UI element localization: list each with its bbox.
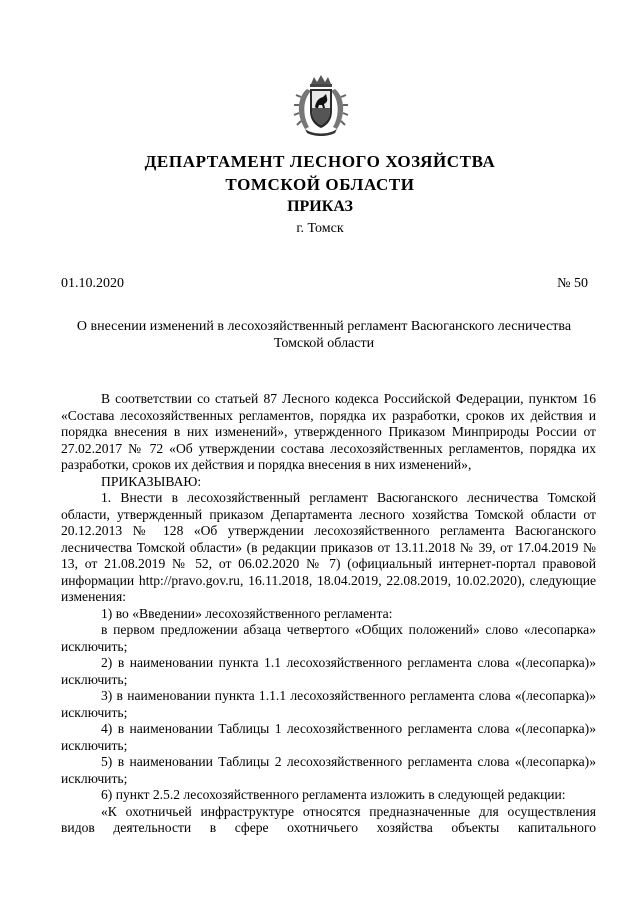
document-number: № 50 (557, 276, 588, 291)
coat-of-arms-icon (293, 75, 349, 137)
subitem-2-paragraph: 2) в наименовании пункта 1.1 лесохозяйственного регламента слова «(лесопарка)» исключить; (61, 655, 596, 687)
order-keyword: ПРИКАЗЫВАЮ: (101, 473, 202, 489)
department-name-line2: ТОМСКОЙ ОБЛАСТИ (225, 175, 415, 194)
city: г. Томск (296, 221, 344, 236)
subitem-1-paragraph: 1) во «Введении» лесохозяйственного регламента: (101, 605, 393, 621)
item-1-paragraph: 1. Внести в лесохозяйственный регламент Васюганского лесничества Томской области, утвержденный приказом Департамента лесного хозяйства Томской области от 20.12.2013 № 128 «Об утверждении лесохозяйственного регламента Васюганского лесничества Томской области» (в редакции приказов от 13.11.2018 № 39, от 17.04.2019 № 13, от 21.08.2019 № 52, от 06.02.2020 № 7) (официальный интернет-портал правовой информации http://pravo.gov.ru, 16.11.2018, 18.04.2019, 22.08.2019, 10.02.2020), следующие изменения: (61, 490, 596, 604)
subitem-1-detail-paragraph: в первом предложении абзаца четвертого «Общих положений» слово «лесопарка» исключить; (61, 622, 596, 654)
department-name-line1: ДЕПАРТАМЕНТ ЛЕСНОГО ХОЗЯЙСТВА (144, 152, 496, 171)
document-subject: О внесении изменений в лесохозяйственный регламент Васюганского лесничества Томской области (76, 319, 572, 351)
quoted-text-paragraph: «К охотничьей инфраструктуре относятся предназначенные для осуществления видов деятельности в сфере охотничьего хозяйства объекты капитального (61, 803, 596, 835)
document-date: 01.10.2020 (61, 276, 124, 291)
subitem-5-paragraph: 5) в наименовании Таблицы 2 лесохозяйственного регламента слова «(лесопарка)» исключить; (61, 754, 596, 786)
subitem-4-paragraph: 4) в наименовании Таблицы 1 лесохозяйственного регламента слова «(лесопарка)» исключить; (61, 721, 596, 753)
document-type: ПРИКАЗ (287, 198, 353, 215)
subitem-6-paragraph: 6) пункт 2.5.2 лесохозяйственного регламента изложить в следующей редакции: (101, 787, 566, 802)
subitem-3-paragraph: 3) в наименовании пункта 1.1.1 лесохозяйственного регламента слова «(лесопарка)» исключить; (61, 688, 596, 720)
document-body (61, 391, 596, 837)
preamble-paragraph: В соответствии со статьей 87 Лесного кодекса Российской Федерации, пунктом 16 «Состава лесохозяйственных регламентов, порядка их разработки, сроков их действия и порядка внесения в них изменений», утвержденного Приказом Минприроды России от 27.02.2017 № 72 «Об утверждении состава лесохозяйственных регламентов, порядка их разработки, сроков их действия и порядка внесения в них изменений», (61, 391, 596, 472)
